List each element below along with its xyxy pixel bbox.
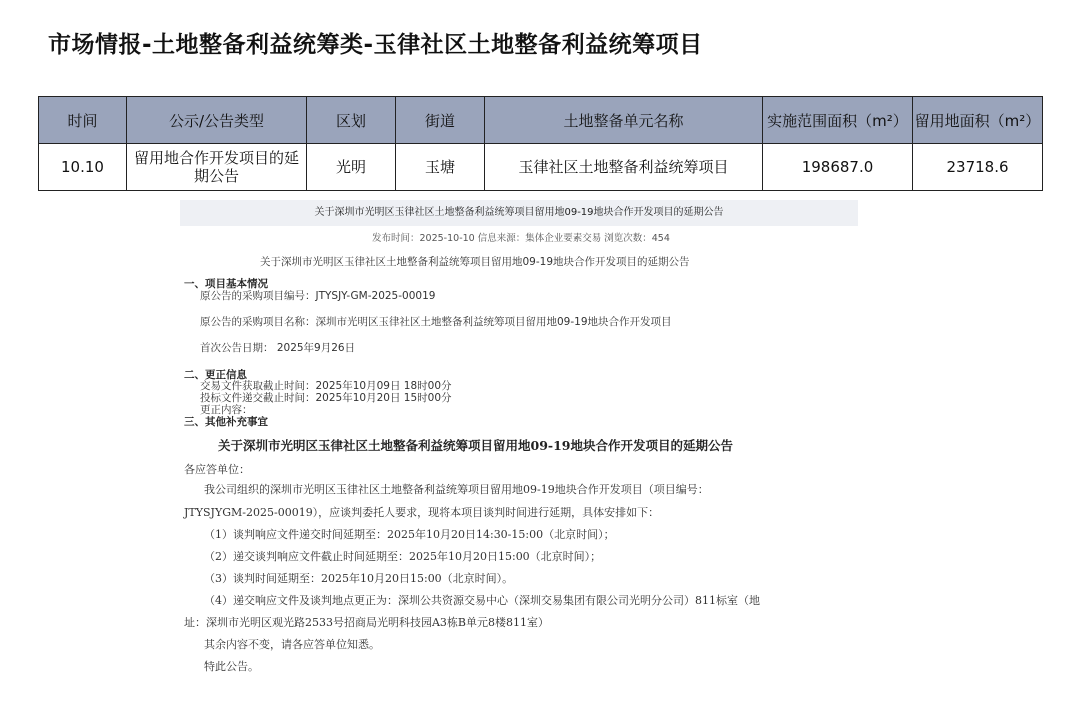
column-header-district: 区划 — [307, 97, 396, 144]
table-header-row — [39, 97, 1043, 144]
salutation: 各应答单位： — [184, 463, 250, 476]
cell-street: 玉塘 — [396, 144, 485, 191]
item-1: （1）谈判响应文件递交时间延期至：2025年10月20日14:30-15:00（北京时间）； — [204, 528, 615, 541]
paragraph-1a: 我公司组织的深圳市光明区玉律社区土地整备利益统筹项目留用地09-19地块合作开发项目（项目编号： — [204, 483, 709, 496]
notice-header-title: 关于深圳市光明区玉律社区土地整备利益统筹项目留用地09-19地块合作开发项目的延期公告 — [180, 200, 858, 226]
rest-statement: 其余内容不变，请各应答单位知悉。 — [204, 638, 380, 651]
column-header-unit: 土地整备单元名称 — [485, 97, 763, 144]
column-header-type: 公示/公告类型 — [127, 97, 307, 144]
item-4b: 址：深圳市光明区观光路2533号招商局光明科技园A3栋B单元8楼811室） — [184, 616, 550, 629]
cell-area: 198687.0 — [763, 144, 913, 191]
column-header-reserved: 留用地面积（m²） — [913, 97, 1043, 144]
page-title: 市场情报-土地整备利益统筹类-玉律社区土地整备利益统筹项目 — [48, 32, 703, 58]
item-2: （2）递交谈判响应文件截止时间延期至：2025年10月20日15:00（北京时间）； — [204, 550, 602, 563]
section-heading-basic: 一、项目基本情况 — [184, 278, 268, 290]
project-name: 原公告的采购项目名称：深圳市光明区玉律社区土地整备利益统筹项目留用地09-19地块合作开发项目 — [200, 316, 672, 328]
closing-statement: 特此公告。 — [204, 660, 259, 673]
correction-content-label: 更正内容： — [200, 404, 253, 416]
cell-type: 留用地合作开发项目的延期公告 — [127, 144, 307, 191]
project-code: 原公告的采购项目编号：JTYSJY-GM-2025-00019 — [200, 290, 436, 302]
bid-deadline: 投标文件递交截止时间：2025年10月20日 15时00分 — [200, 392, 452, 404]
item-4a: （4）递交响应文件及谈判地点更正为：深圳公共资源交易中心（深圳交易集团有限公司光明分公司）811标室（地 — [204, 594, 760, 607]
notice-document — [180, 200, 860, 715]
cell-time: 10.10 — [39, 144, 127, 191]
inner-notice-title: 关于深圳市光明区玉律社区土地整备利益统筹项目留用地09-19地块合作开发项目的延期公告 — [218, 438, 733, 453]
get-deadline: 交易文件获取截止时间：2025年10月09日 18时00分 — [200, 380, 452, 392]
cell-unit: 玉律社区土地整备利益统筹项目 — [485, 144, 763, 191]
section-heading-correction: 二、更正信息 — [184, 369, 247, 381]
column-header-street: 街道 — [396, 97, 485, 144]
column-header-time: 时间 — [39, 97, 127, 144]
cell-district: 光明 — [307, 144, 396, 191]
paragraph-1b: JTYSJYGM-2025-00019），应谈判委托人要求，现将本项目谈判时间进行延期，具体安排如下： — [184, 506, 660, 519]
table-row — [39, 144, 1043, 191]
notice-meta: 发布时间：2025-10-10 信息来源：集体企业要素交易 浏览次数：454 — [372, 233, 670, 244]
notice-title: 关于深圳市光明区玉律社区土地整备利益统筹项目留用地09-19地块合作开发项目的延期公告 — [260, 256, 690, 268]
cell-reserved: 23718.6 — [913, 144, 1043, 191]
column-header-area: 实施范围面积（m²） — [763, 97, 913, 144]
summary-table — [38, 96, 1043, 191]
item-3: （3）谈判时间延期至：2025年10月20日15:00（北京时间）。 — [204, 572, 514, 585]
first-notice-date: 首次公告日期： 2025年9月26日 — [200, 342, 356, 354]
section-heading-other: 三、其他补充事宜 — [184, 416, 268, 428]
